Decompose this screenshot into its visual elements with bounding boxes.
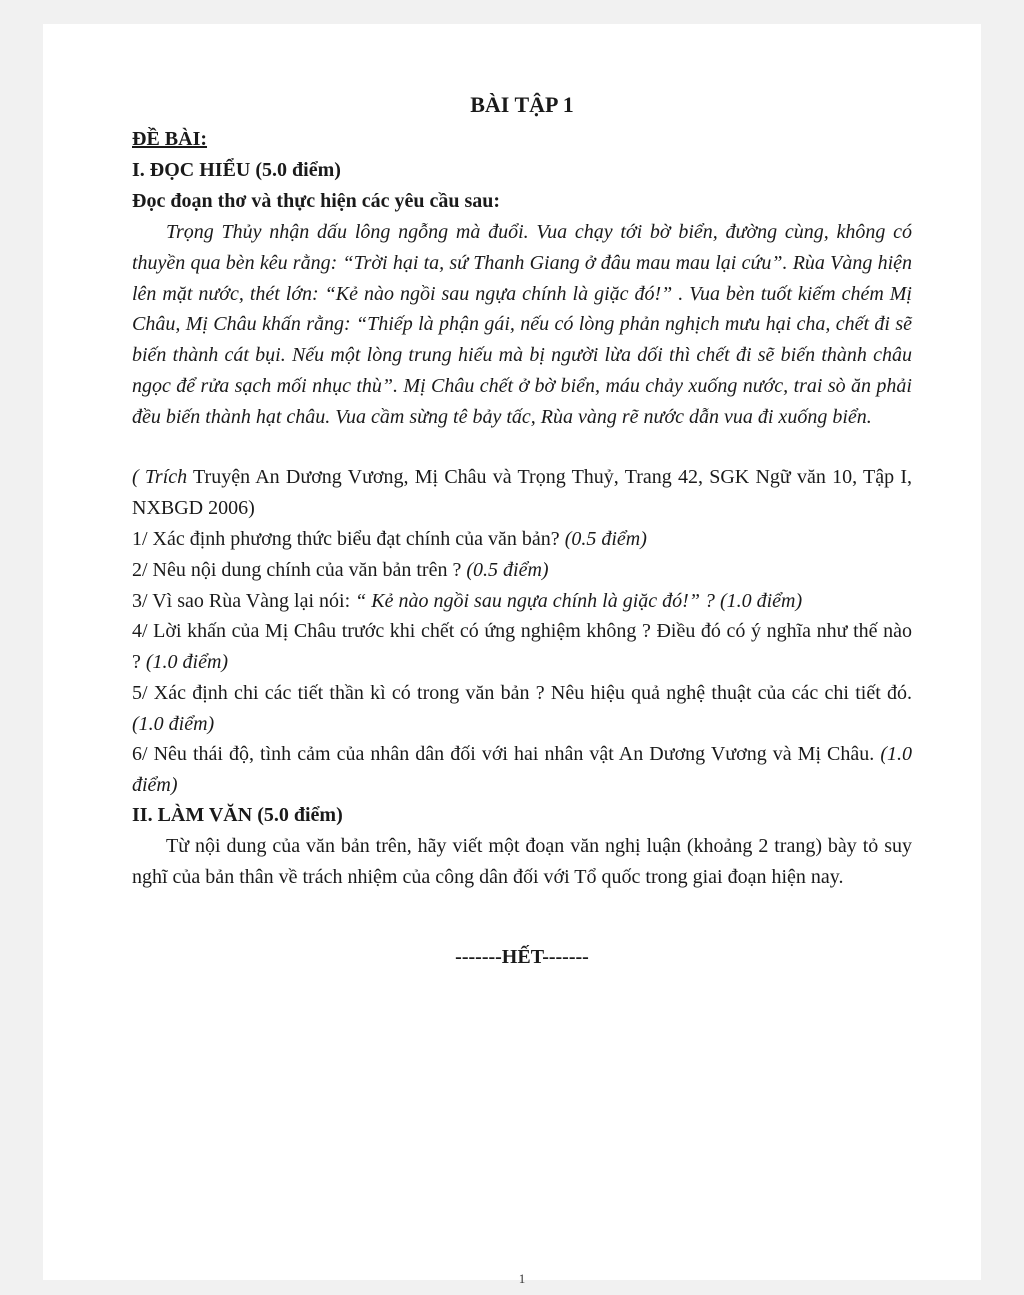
assignment-heading: ĐỀ BÀI: — [132, 128, 208, 150]
section1-instruction: Đọc đoạn thơ và thực hiện các yêu cầu sau: — [132, 190, 501, 212]
source-text: Truyện An Dương Vương, Mị Châu và Trọng Thuỷ, Trang 42, SGK Ngữ văn 10, Tập I, NXBGD 2006) — [132, 466, 912, 519]
question-1 — [132, 524, 912, 555]
question-text: 2/ Nêu nội dung chính của văn bản trên ? — [132, 559, 462, 581]
question-5 — [132, 678, 912, 740]
page-number: 1 — [518, 1271, 526, 1286]
question-points: (0.5 điểm) — [564, 528, 647, 550]
question-text: 6/ Nêu thái độ, tình cảm của nhân dân đối với hai nhân vật An Dương Vương và Mị Châu. — [132, 743, 875, 765]
question-2 — [132, 555, 912, 586]
section1-title: I. ĐỌC HIỂU (5.0 điểm) — [132, 159, 341, 181]
question-quote: “ Kẻ nào ngồi sau ngựa chính là giặc đó!” ? — [355, 590, 715, 612]
section2-title: II. LÀM VĂN (5.0 điểm) — [132, 804, 343, 826]
reading-passage: Trọng Thủy nhận dấu lông ngỗng mà đuổi. Vua chạy tới bờ biển, đường cùng, không có thuyền qua bèn kêu rằng: “Trời hại ta, sứ Thanh Giang ở đâu mau mau lại cứu”. Rùa Vàng hiện lên mặt nước, thét lớn: “Kẻ nào ngồi sau ngựa chính là giặc đó!” . Vua bèn tuốt kiếm chém Mị Châu, Mị Châu khấn rằng: “Thiếp là phận gái, nếu có lòng phản nghịch mưu hại cha, chết đi sẽ biến thành cát bụi. Nếu một lòng trung hiếu mà bị người lừa dối thì chết đi sẽ biến thành châu ngọc để rửa sạch mối nhục thù”. Mị Châu chết ở bờ biển, máu chảy xuống nước, trai sò ăn phải đều biến thành hạt châu. Vua cầm sừng tê bảy tấc, Rùa vàng rẽ nước dẫn vua đi xuống biển. — [132, 221, 912, 428]
end-mark: -------HẾT------- — [455, 946, 589, 968]
writing-prompt: Từ nội dung của văn bản trên, hãy viết một đoạn văn nghị luận (khoảng 2 trang) bày tỏ suy nghĩ của bản thân về trách nhiệm của công dân đối với Tổ quốc trong giai đoạn hiện nay. — [132, 835, 912, 888]
question-6 — [132, 739, 912, 801]
question-text: 1/ Xác định phương thức biểu đạt chính của văn bản? — [132, 528, 560, 550]
question-text: 4/ Lời khấn của Mị Châu trước khi chết có ứng nghiệm không ? Điều đó có ý nghĩa như thế nào ? — [132, 620, 912, 673]
document-page — [43, 24, 981, 1286]
exercise-title: BÀI TẬP 1 — [470, 92, 574, 117]
question-points: (1.0 điểm) — [719, 590, 803, 612]
question-points: (1.0 điểm) — [132, 712, 215, 735]
passage-source — [132, 462, 912, 524]
question-text: 3/ Vì sao Rùa Vàng lại nói: — [132, 590, 351, 612]
question-3 — [132, 586, 912, 617]
question-points: (1.0 điểm) — [145, 650, 229, 673]
question-points: (1.0 điểm) — [132, 743, 913, 796]
question-text: 5/ Xác định chi các tiết thần kì có trong văn bản ? Nêu hiệu quả nghệ thuật của các chi tiết đó. — [132, 682, 912, 704]
question-4 — [132, 616, 912, 678]
question-points: (0.5 điểm) — [466, 559, 549, 581]
source-prefix: ( Trích — [132, 466, 188, 488]
